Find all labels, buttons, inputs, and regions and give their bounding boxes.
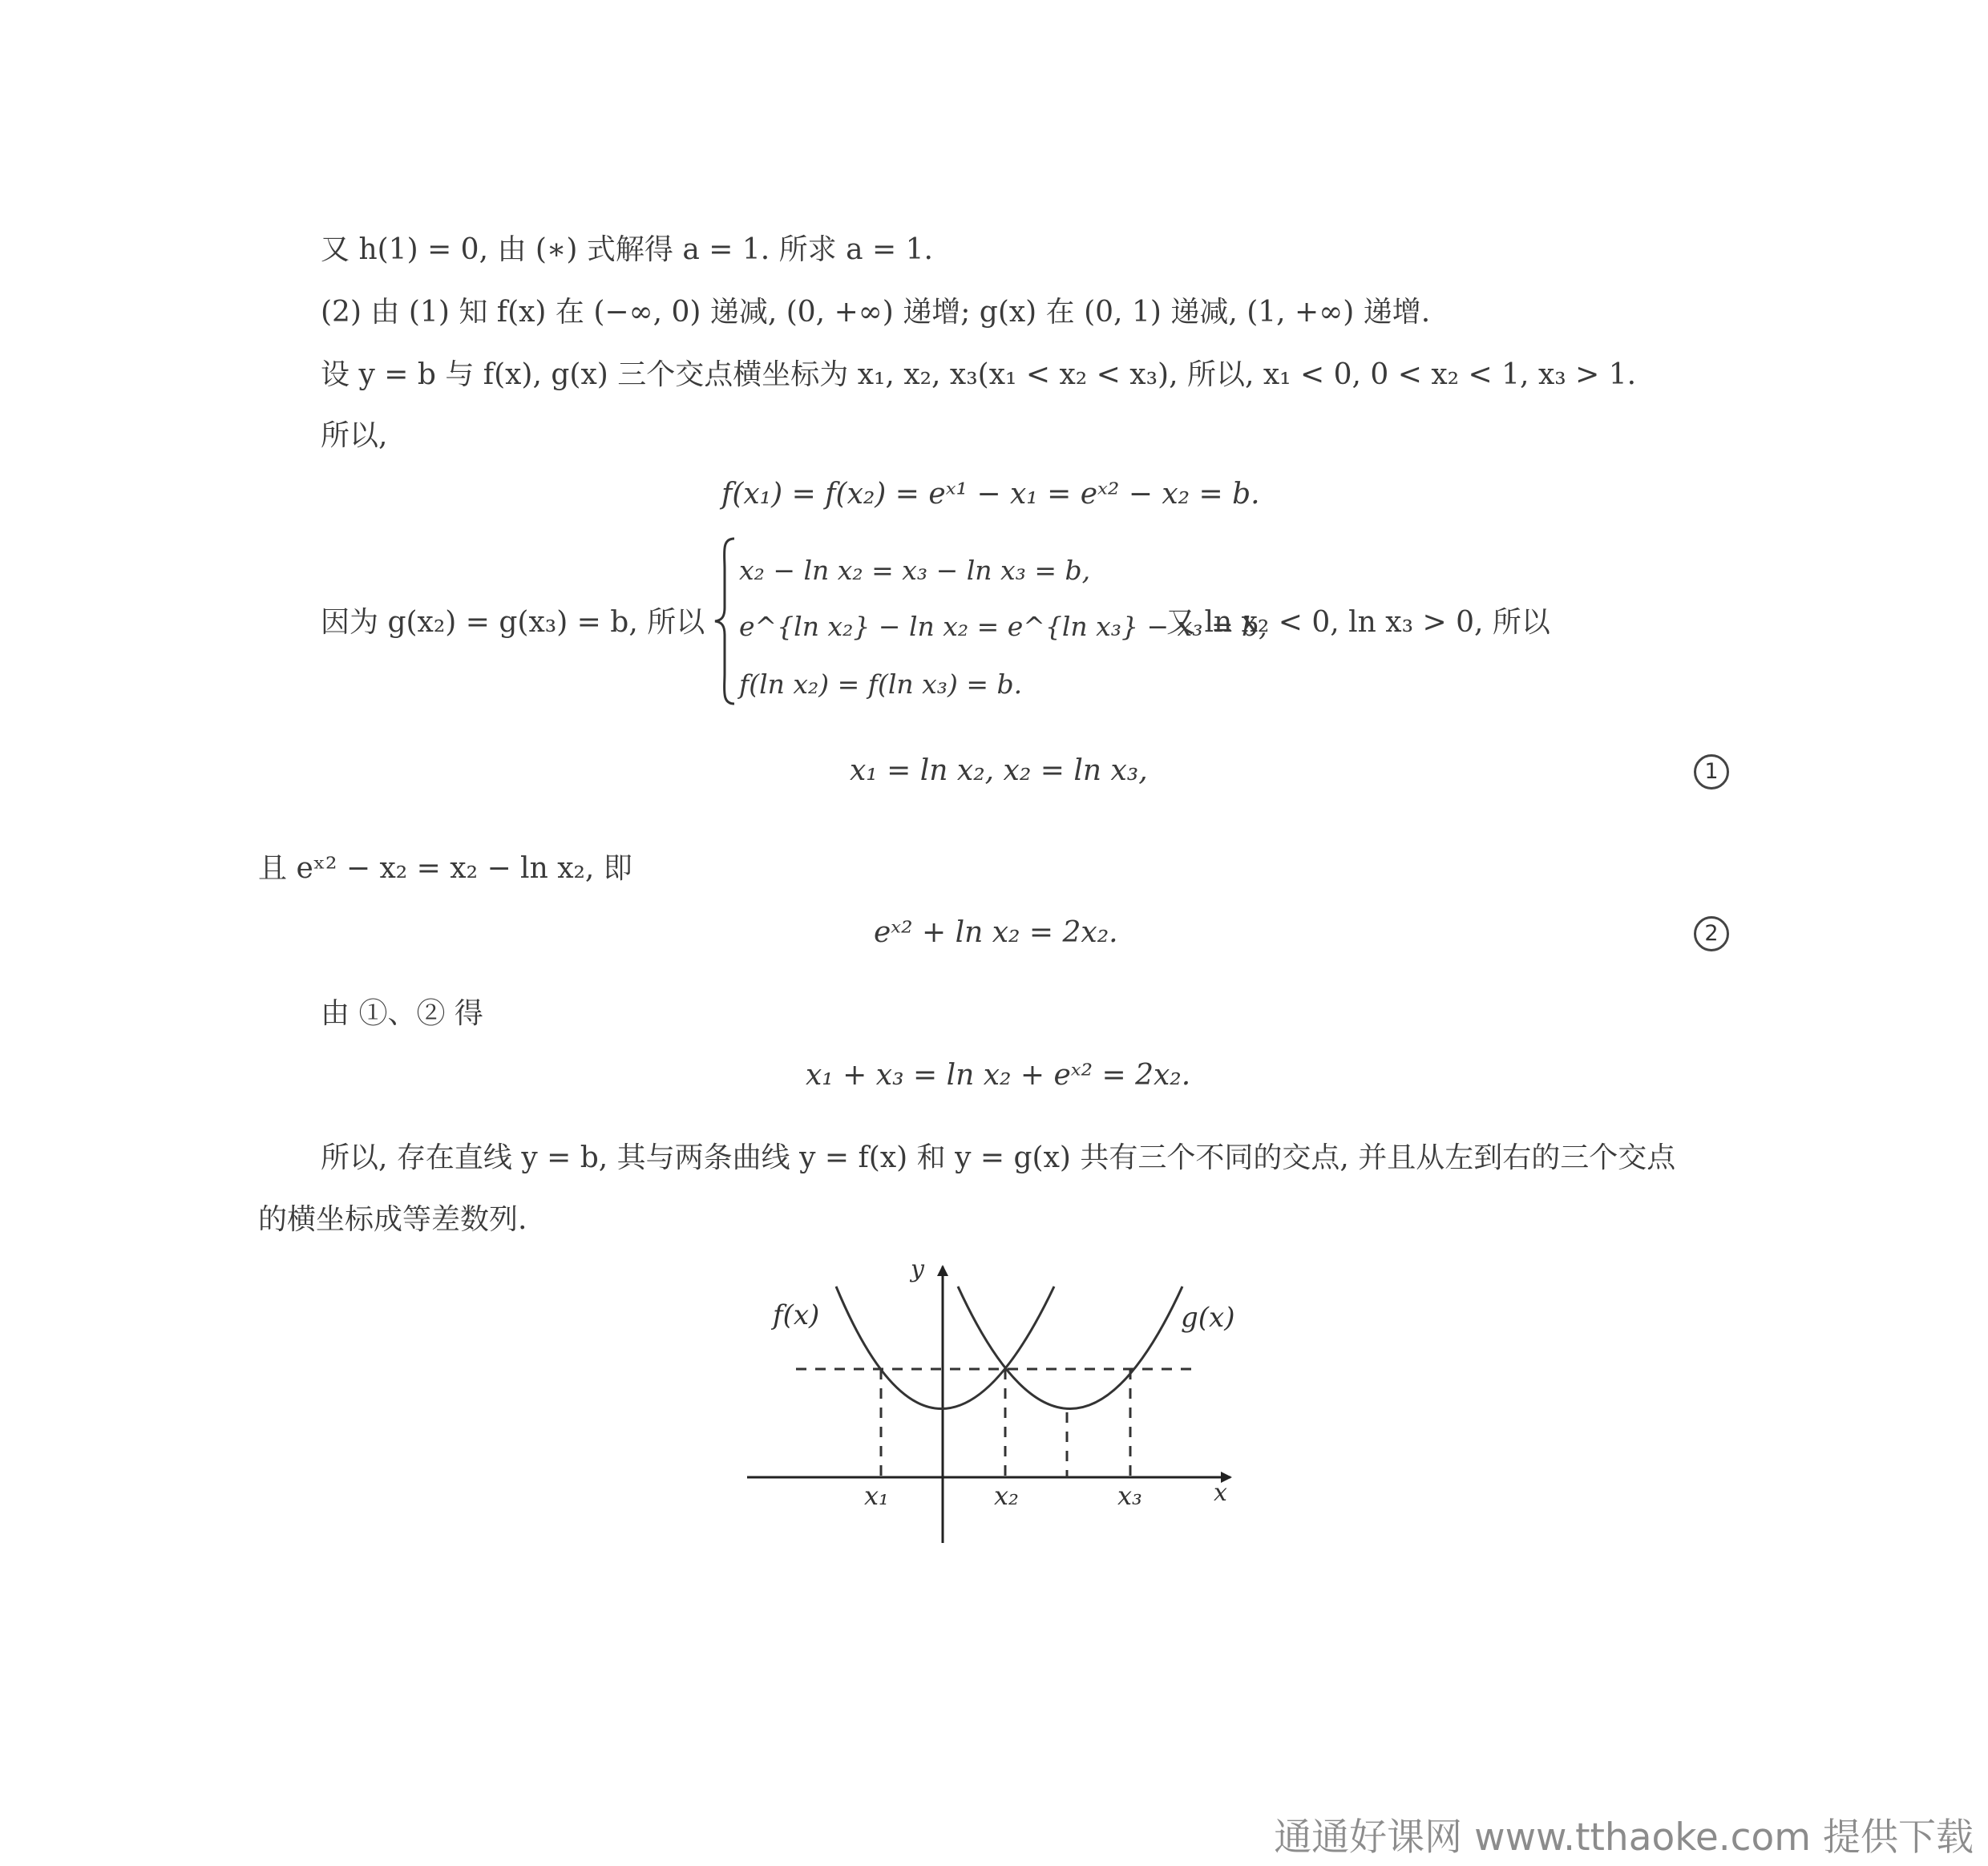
watermark: 通通好课网 www.tthaoke.com 提供下载: [1274, 1816, 1974, 1860]
line-1: 又 h(1) = 0, 由 (∗) 式解得 a = 1. 所求 a = 1.: [321, 233, 933, 266]
f-label: f(x): [773, 1299, 820, 1331]
equation-f: f(x₁) = f(x₂) = eˣ¹ − x₁ = eˣ² − x₂ = b.: [721, 478, 1260, 511]
f-curve: [836, 1286, 1054, 1409]
equation-2: eˣ² + ln x₂ = 2x₂.: [874, 916, 1118, 949]
conclusion-line-2: 的横坐标成等差数列.: [258, 1203, 527, 1236]
x-axis-label: x: [1214, 1479, 1227, 1507]
x1-label: x₁: [864, 1480, 889, 1511]
line-3: 设 y = b 与 f(x), g(x) 三个交点横坐标为 x₁, x₂, x₃(x₁ < x₂ < x₃), 所以, x₁ < 0, 0 < x₂ < 1, x₃ > 1.: [321, 358, 1637, 391]
conclusion-line-1: 所以, 存在直线 y = b, 其与两条曲线 y = f(x) 和 y = g(x) 共有三个不同的交点, 并且从左到右的三个交点: [321, 1141, 1676, 1174]
x2-label: x₂: [994, 1480, 1019, 1511]
system-line-2: e^{ln x₂} − ln x₂ = e^{ln x₃} − x₃ = b,: [739, 611, 1267, 642]
because-line: 因为 g(x₂) = g(x₃) = b, 所以: [321, 606, 705, 639]
x3-label: x₃: [1117, 1480, 1142, 1511]
and-line: 且 eˣ² − x₂ = x₂ − ln x₂, 即: [258, 852, 632, 885]
system-line-1: x₂ − ln x₂ = x₃ − ln x₃ = b,: [739, 555, 1091, 586]
also-line: 又 ln x₂ < 0, ln x₃ > 0, 所以: [1166, 606, 1550, 639]
system-line-3: f(ln x₂) = f(ln x₃) = b.: [739, 668, 1023, 700]
y-axis-label: y: [911, 1255, 924, 1283]
g-curve: [958, 1286, 1182, 1409]
from-line: 由 ①、② 得: [321, 997, 483, 1030]
line-4: 所以,: [321, 419, 388, 452]
g-label: g(x): [1181, 1302, 1235, 1334]
equation-sum: x₁ + x₃ = ln x₂ + eˣ² = 2x₂.: [806, 1059, 1191, 1092]
line-2: (2) 由 (1) 知 f(x) 在 (−∞, 0) 递减, (0, +∞) 递增; g(x) 在 (0, 1) 递减, (1, +∞) 递增.: [321, 296, 1431, 329]
equation-1: x₁ = ln x₂, x₂ = ln x₃,: [850, 754, 1148, 787]
equation-number-2: 2: [1694, 916, 1729, 951]
equation-number-1: 1: [1694, 754, 1729, 790]
